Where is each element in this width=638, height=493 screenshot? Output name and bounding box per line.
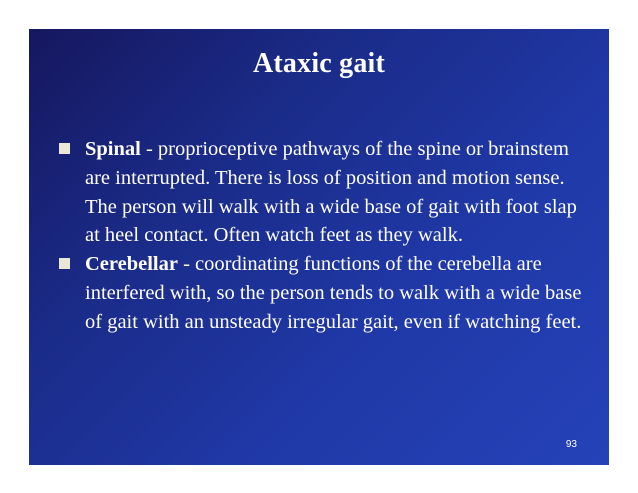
slide-title: Ataxic gait	[252, 48, 386, 79]
page-number: 93	[565, 439, 577, 450]
square-bullet-icon	[59, 258, 70, 269]
bullet-text: - coordinating functions of the cerebella are interfered with, so the person tends to walk with a wide base of gait with an unsteady irregular gait, even if watching feet.	[85, 253, 582, 333]
bullet-item-spinal	[41, 135, 593, 250]
bullet-item-cerebellar	[41, 250, 593, 336]
slide	[29, 29, 609, 465]
bullet-term: Spinal	[85, 138, 141, 160]
bullet-text: - proprioceptive pathways of the spine or brainstem are interrupted. There is loss of position and motion sense. The person will walk with a wide base of gait with foot slap at heel contact. Often watch feet as they walk.	[85, 138, 577, 247]
bullet-list	[41, 135, 593, 337]
square-bullet-icon	[59, 143, 70, 154]
bullet-term: Cerebellar	[85, 253, 178, 276]
